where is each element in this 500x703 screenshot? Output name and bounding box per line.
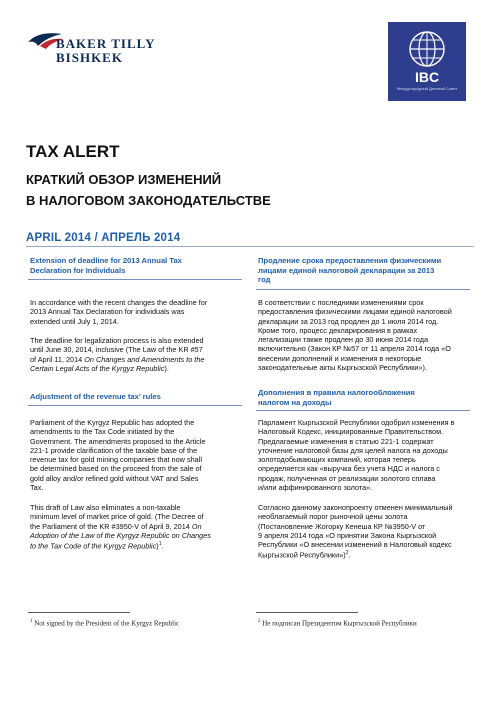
text-line: Adoption of the Law of the Kyrgyz Republic on Changes: [30, 530, 211, 540]
text-line: In accordance with the recent changes the deadline for: [30, 298, 208, 307]
right-heading-rule: [256, 289, 470, 290]
page-subtitle: [26, 169, 271, 211]
text-line: законодательные акты Кыргызской Республики»).: [258, 363, 427, 373]
text-line: внесении дополнений и изменения в некоторые: [258, 353, 422, 363]
text-line: revenue tax for gold mining companies that now shall: [30, 455, 202, 465]
footnote-text: Не подписан Президентом Кыргызской Республики: [260, 619, 417, 628]
logo-text-line1: BAKER TILLY: [56, 36, 156, 51]
issue-date: APRIL 2014 / АПРЕЛЬ 2014: [26, 232, 181, 244]
subtitle-line2: В НАЛОГОВОМ ЗАКОНОДАТЕЛЬСТВЕ: [26, 193, 271, 208]
text-run: .: [161, 541, 164, 551]
text-line: The deadline for legalization process is also extended: [30, 336, 204, 345]
page-title: TAX ALERT: [26, 142, 120, 161]
text-line: определяется как «выручка без учета НДС и налога с: [258, 464, 440, 474]
text-line: [30, 540, 242, 551]
footnote-text: Not signed by the President of the Kyrgyz Republic: [32, 619, 180, 628]
text-line: золотодобывающих компаний, которая теперь: [258, 455, 416, 465]
footnote-number: 2: [258, 619, 261, 624]
text-line: 221-1 provide clarification of the taxable base of the: [30, 445, 198, 455]
text-line: легализации также продлен до 30 июня 2014 года: [258, 335, 429, 345]
globe-icon: [408, 30, 446, 68]
text-line: minimum level of market price of gold. (The Decree of: [30, 512, 204, 522]
text-line: [30, 522, 242, 531]
left-section2-heading: [30, 392, 242, 402]
text-line: В соответствии с последними изменениями срок: [258, 298, 424, 307]
footnote-1: [30, 619, 179, 627]
footnote-2: [258, 619, 417, 627]
footnote-ref[interactable]: 1: [158, 541, 162, 548]
right-s2-paragraph2: [258, 503, 470, 560]
ibc-subtitle: Международный Деловой Совет: [396, 86, 458, 91]
right-section2-heading: [258, 388, 470, 407]
text-run: of April 11, 2014: [30, 354, 85, 364]
text-line: Предлагаемые изменения в статью 221-1 содержат: [258, 436, 434, 446]
heading-line: налогом на доходы: [258, 397, 332, 407]
heading-line: Declaration for Individuals: [30, 265, 126, 275]
text-run: ): [156, 541, 159, 551]
left-section1-heading: [30, 256, 242, 275]
ibc-label: IBC: [414, 69, 440, 85]
law-title-italic: On: [191, 521, 202, 531]
heading-line: лицами единой налоговой декларации за 2013: [258, 265, 435, 275]
logo-text-line2: BISHKEK: [56, 50, 123, 65]
heading-line: Дополнения в правила налогообложения: [258, 388, 415, 397]
text-line: extended until July 1, 2014.: [30, 316, 119, 326]
heading-line: год: [258, 275, 271, 285]
text-run: Кыргызской Республики»): [258, 550, 346, 560]
law-title-italic: On Changes and Amendments to the: [84, 354, 205, 364]
heading-line: Продление срока предоставления физическими: [258, 256, 442, 265]
text-run: .: [348, 550, 351, 560]
left-s1-paragraph1: [30, 298, 242, 326]
left-heading-rule: [28, 279, 242, 280]
text-run: the Parliament of the KR #3950-V of April 9, 2014: [30, 521, 192, 531]
text-line: be determined based on the proceed from the sale of: [30, 464, 202, 474]
left-s2-paragraph2: [30, 503, 242, 551]
text-run: ).: [164, 363, 169, 373]
text-line: уточнение налоговой базы для целей налога на доходы: [258, 445, 448, 455]
law-title-italic: to the Tax Code of the Kyrgyz Republic: [30, 541, 157, 551]
footnote-divider: [28, 612, 130, 613]
left-s1-paragraph2: [30, 336, 242, 373]
subtitle-line1: КРАТКИЙ ОБЗОР ИЗМЕНЕНИЙ: [26, 172, 222, 187]
text-line: Согласно данному законопроекту отменен минимальный: [258, 503, 453, 512]
text-line: 9 апреля 2014 года «О принятии Закона Кыргызской: [258, 530, 437, 540]
footnote-ref[interactable]: 2: [345, 550, 349, 557]
text-line: декларации за 2013 год продлен до 1 июля 2014 год.: [258, 316, 439, 326]
text-line: amendments to the Tax Code initiated by the: [30, 427, 175, 437]
text-line: и/или аффинированного золота».: [258, 483, 373, 493]
law-title-italic: Certain Legal Acts of the Kyrgyz Republic: [30, 363, 165, 373]
text-line: Parliament of the Kyrgyz Republic has adopted the: [30, 418, 195, 427]
text-line: gold alloy and/or refined gold without VAT and Sales: [30, 473, 199, 483]
text-line: [30, 364, 242, 373]
text-line: необлагаемый порог рыночной цены золота: [258, 512, 408, 522]
right-section1-heading: [258, 256, 470, 285]
text-line: [258, 549, 470, 560]
text-line: Government. The amendments proposed to the Article: [30, 436, 206, 446]
text-line: Tax.: [30, 483, 44, 493]
text-line: включительно (Закон КР №57 от 11 апреля 2014 года «О: [258, 344, 451, 354]
text-line: Республики «О внесении изменений в Налоговый кодекс: [258, 540, 452, 550]
text-line: [30, 355, 242, 364]
text-line: 2013 Annual Tax Declaration for individuals was: [30, 307, 185, 317]
left-heading-rule: [28, 405, 242, 406]
left-s2-paragraph1: [30, 418, 242, 492]
text-line: Кроме того, процесс декларирования в рамках: [258, 325, 418, 335]
heading-line: Adjustment of the revenue tax’ rules: [30, 392, 161, 401]
right-s1-paragraph1: [258, 298, 470, 372]
right-heading-rule: [256, 410, 470, 411]
right-s2-paragraph1: [258, 418, 470, 492]
heading-line: Extension of deadline for 2013 Annual Tax: [30, 256, 182, 265]
text-line: продаж, полученная от реализации золотого сплава: [258, 473, 436, 483]
date-divider: [26, 246, 474, 247]
footnote-divider: [256, 612, 358, 613]
text-line: предоставления физическими лицами единой налоговой: [258, 307, 452, 317]
text-line: Парламент Кыргызской Республики одобрил изменения в: [258, 418, 455, 427]
text-line: This draft of Law also eliminates a non-taxable: [30, 503, 181, 512]
text-line: (Постановление Жогорку Кенеша КР №3950-V от: [258, 521, 426, 531]
text-line: until June 30, 2014, inclusive (The Law of the KR #57: [30, 345, 203, 355]
text-line: Налоговый Кодекс, инициированные Правительством.: [258, 427, 444, 437]
footnote-number: 1: [30, 619, 33, 624]
ibc-logo: [388, 22, 466, 101]
